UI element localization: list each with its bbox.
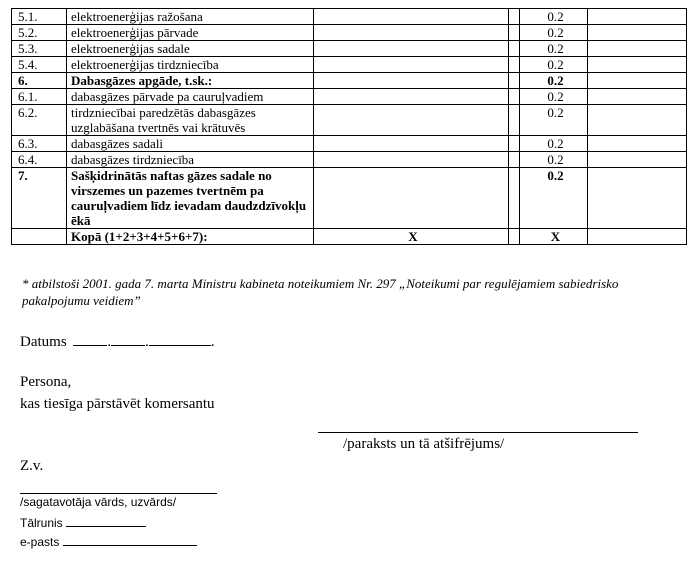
row-cell (509, 41, 520, 57)
row-name: dabasgāzes pārvade pa cauruļvadiem (67, 89, 314, 105)
row-cell (509, 9, 520, 25)
seal-label: Z.v. (20, 458, 44, 474)
row-name: Sašķidrinātās naftas gāzes sadale no virszemes un pazemes tvertnēm pa cauruļvadiem līdz ievadam daudzdzīvokļu ēkā (67, 168, 314, 229)
row-name: elektroenerģijas pārvade (67, 25, 314, 41)
row-number: 7. (12, 168, 67, 229)
table-row (12, 105, 687, 136)
row-value: 0.2 (520, 73, 588, 89)
row-value: 0.2 (520, 136, 588, 152)
row-name: elektroenerģijas ražošana (67, 9, 314, 25)
table-row (12, 136, 687, 152)
row-cell (314, 73, 509, 89)
row-name: dabasgāzes tirdzniecība (67, 152, 314, 168)
table-row (12, 89, 687, 105)
table-row (12, 168, 687, 229)
row-cell (509, 73, 520, 89)
row-cell (588, 105, 687, 136)
preparer-line (20, 493, 217, 494)
table-row (12, 41, 687, 57)
row-cell (588, 89, 687, 105)
row-cell (588, 136, 687, 152)
row-name: dabasgāzes sadali (67, 136, 314, 152)
row-cell (314, 136, 509, 152)
table-row (12, 9, 687, 25)
row-cell (509, 105, 520, 136)
total-x1: X (314, 229, 509, 245)
row-cell (588, 152, 687, 168)
phone-line (20, 514, 146, 530)
row-value: 0.2 (520, 25, 588, 41)
row-cell (588, 41, 687, 57)
table-row (12, 152, 687, 168)
row-cell (509, 168, 520, 229)
row-name: elektroenerģijas tirdzniecība (67, 57, 314, 73)
row-cell (588, 25, 687, 41)
row-value: 0.2 (520, 41, 588, 57)
fee-table (11, 8, 687, 245)
row-cell (509, 89, 520, 105)
row-name: Dabasgāzes apgāde, t.sk.: (67, 73, 314, 89)
row-cell (588, 168, 687, 229)
row-number: 5.4. (12, 57, 67, 73)
row-value: 0.2 (520, 9, 588, 25)
total-x2: X (520, 229, 588, 245)
row-cell (588, 57, 687, 73)
row-number: 5.2. (12, 25, 67, 41)
row-number: 6.2. (12, 105, 67, 136)
row-cell (314, 25, 509, 41)
total-row (12, 229, 687, 245)
row-cell (314, 9, 509, 25)
table-row (12, 73, 687, 89)
row-cell (509, 57, 520, 73)
phone-label: Tālrunis (20, 516, 63, 530)
row-cell (509, 152, 520, 168)
row-cell (314, 152, 509, 168)
row-value: 0.2 (520, 105, 588, 136)
signature-caption: /paraksts un tā atšifrējums/ (343, 436, 505, 452)
row-number: 6.4. (12, 152, 67, 168)
row-cell (588, 73, 687, 89)
table-row (12, 25, 687, 41)
row-number: 6.1. (12, 89, 67, 105)
row-value: 0.2 (520, 152, 588, 168)
signature-line (318, 432, 638, 433)
row-cell (509, 25, 520, 41)
row-number: 5.3. (12, 41, 67, 57)
row-number: 6.3. (12, 136, 67, 152)
row-cell (314, 168, 509, 229)
row-name: elektroenerģijas sadale (67, 41, 314, 57)
person-description: kas tiesīga pārstāvēt komersantu (20, 396, 215, 412)
row-cell (588, 9, 687, 25)
row-cell (314, 89, 509, 105)
footnote: * atbilstoši 2001. gada 7. marta Ministru kabineta noteikumiem Nr. 297 „Noteikumi par regulējamiem sabiedrisko pakalpojumu veidiem” (22, 276, 619, 308)
row-name: tirdzniecībai paredzētās dabasgāzes uzglabāšana tvertnēs vai krātuvēs (67, 105, 314, 136)
date-label: Datums (20, 334, 67, 350)
email-label: e-pasts (20, 535, 60, 549)
date-line: Datums . . . (20, 334, 215, 350)
row-cell (314, 41, 509, 57)
row-cell (314, 105, 509, 136)
row-number: 6. (12, 73, 67, 89)
row-cell (509, 136, 520, 152)
row-value: 0.2 (520, 57, 588, 73)
table-row (12, 57, 687, 73)
row-value: 0.2 (520, 168, 588, 229)
email-line (20, 533, 197, 549)
total-label: Kopā (1+2+3+4+5+6+7): (67, 229, 314, 245)
row-cell (314, 57, 509, 73)
person-label: Persona, (20, 374, 72, 390)
row-value: 0.2 (520, 89, 588, 105)
preparer-caption: /sagatavotāja vārds, uzvārds/ (20, 495, 177, 509)
row-number: 5.1. (12, 9, 67, 25)
